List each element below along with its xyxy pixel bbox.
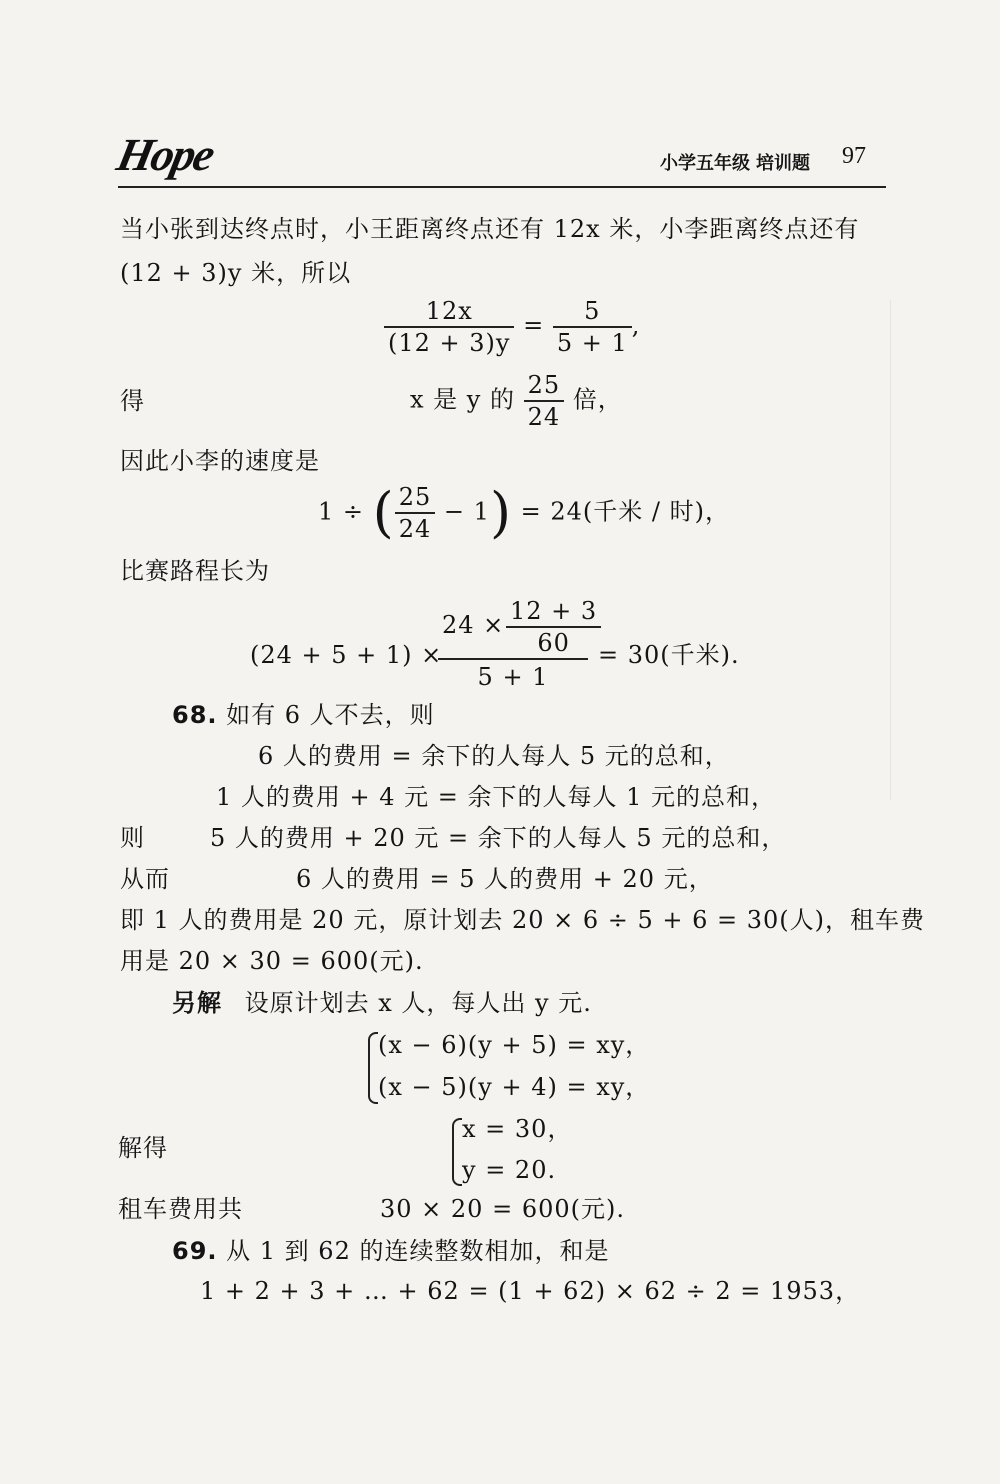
fraction-denominator: 24 [524,400,565,432]
alt-label: 另解 [172,989,222,1017]
fraction-numerator: 5 [584,297,601,325]
para2: 因此小李的速度是 [120,447,320,475]
ratio-post: 倍， [572,385,623,414]
equation-ratio [384,296,640,358]
alt-text: 设原计划去 x 人，每人出 y 元. [244,989,592,1017]
q68-number: 68. [172,701,218,729]
fraction-denominator: (12 + 3)y [384,326,514,358]
fraction-numerator: 12 + 3 [510,597,598,625]
total-value: 30 × 20 = 600(元). [380,1195,625,1223]
speed-post: = 24(千米 / 时)， [520,497,731,526]
bleed-through [640,300,891,800]
total-lead: 租车费用共 [118,1195,243,1223]
q68-line3-lead: 则 [120,824,145,852]
hope-logo: Hope [112,129,218,180]
alt-solution [172,988,592,1018]
ratio-pre: x 是 y 的 [410,385,515,414]
solution-x: x = 30， [462,1115,573,1143]
system-eq2: (x − 5)(y + 4) = xy， [378,1073,651,1101]
para1-line2: (12 + 3)y 米，所以 [120,259,352,287]
fraction-right [553,296,632,358]
distance-pre: (24 + 5 + 1) × [250,641,443,669]
q68-line2: 1 人的费用 + 4 元 = 余下的人每人 1 元的总和， [216,783,777,811]
system-brace [368,1032,378,1104]
fraction-denominator: 5 + 1 [553,326,632,358]
solve-lead: 解得 [118,1134,168,1162]
q69-line1: 1 + 2 + 3 + … + 62 = (1 + 62) × 62 ÷ 2 = 1953， [200,1277,861,1305]
solution-y: y = 20. [462,1156,557,1184]
distance-big-fraction [438,596,598,692]
header-grade: 小学五年级 [660,153,750,174]
para1-line1: 当小张到达终点时，小王距离终点还有 12x 米，小李距离终点还有 [120,215,860,243]
para3: 比赛路程长为 [120,557,270,585]
q69-number: 69. [172,1237,218,1265]
header-rule [118,186,886,188]
q68-line1: 6 人的费用 = 余下的人每人 5 元的总和， [258,742,730,770]
left-paren: ( [372,481,395,544]
fraction-numerator: 25 [527,371,561,399]
right-paren: ) [489,481,513,544]
q68-line5: 即 1 人的费用是 20 元，原计划去 20 × 6 ÷ 5 + 6 = 30(人)，租车费 [120,906,926,934]
q68-line6: 用是 20 × 30 = 600(元). [120,947,424,975]
fraction-numerator: 12x [425,297,473,325]
equation-ratio-result [410,370,623,432]
fraction-25-24 [395,482,436,544]
q68-line4: 6 人的费用 = 5 人的费用 + 20 元， [296,865,714,893]
q69-heading [172,1236,609,1266]
fraction-denominator: 24 [395,512,436,544]
equals-sign: = [523,311,545,340]
big-numerator [438,596,598,658]
lead-de: 得 [120,387,145,415]
fraction-25-24 [524,370,565,432]
q68-heading [172,700,435,730]
page-number: 97 [842,143,866,169]
q69-intro: 从 1 到 62 的连续整数相加，和是 [226,1237,610,1265]
header-type: 培训题 [756,153,810,174]
comma: , [631,311,641,340]
speed-mid: − 1 [443,497,490,526]
top-pre: 24 × [442,611,505,639]
speed-pre: 1 ÷ [318,497,365,526]
q68-intro: 如有 6 人不去，则 [226,701,435,729]
big-denominator: 5 + 1 [438,658,588,692]
system-eq1: (x − 6)(y + 5) = xy， [378,1031,651,1059]
fraction-numerator: 25 [398,483,432,511]
distance-post: = 30(千米). [598,641,740,669]
fraction-denominator: 60 [506,626,601,658]
solution-brace [452,1118,462,1186]
equation-speed [318,482,730,544]
q68-line3: 5 人的费用 + 20 元 = 余下的人每人 5 元的总和， [210,824,787,852]
fraction-15-60 [506,596,601,658]
q68-line4-lead: 从而 [120,865,170,893]
fraction-left [384,296,514,358]
